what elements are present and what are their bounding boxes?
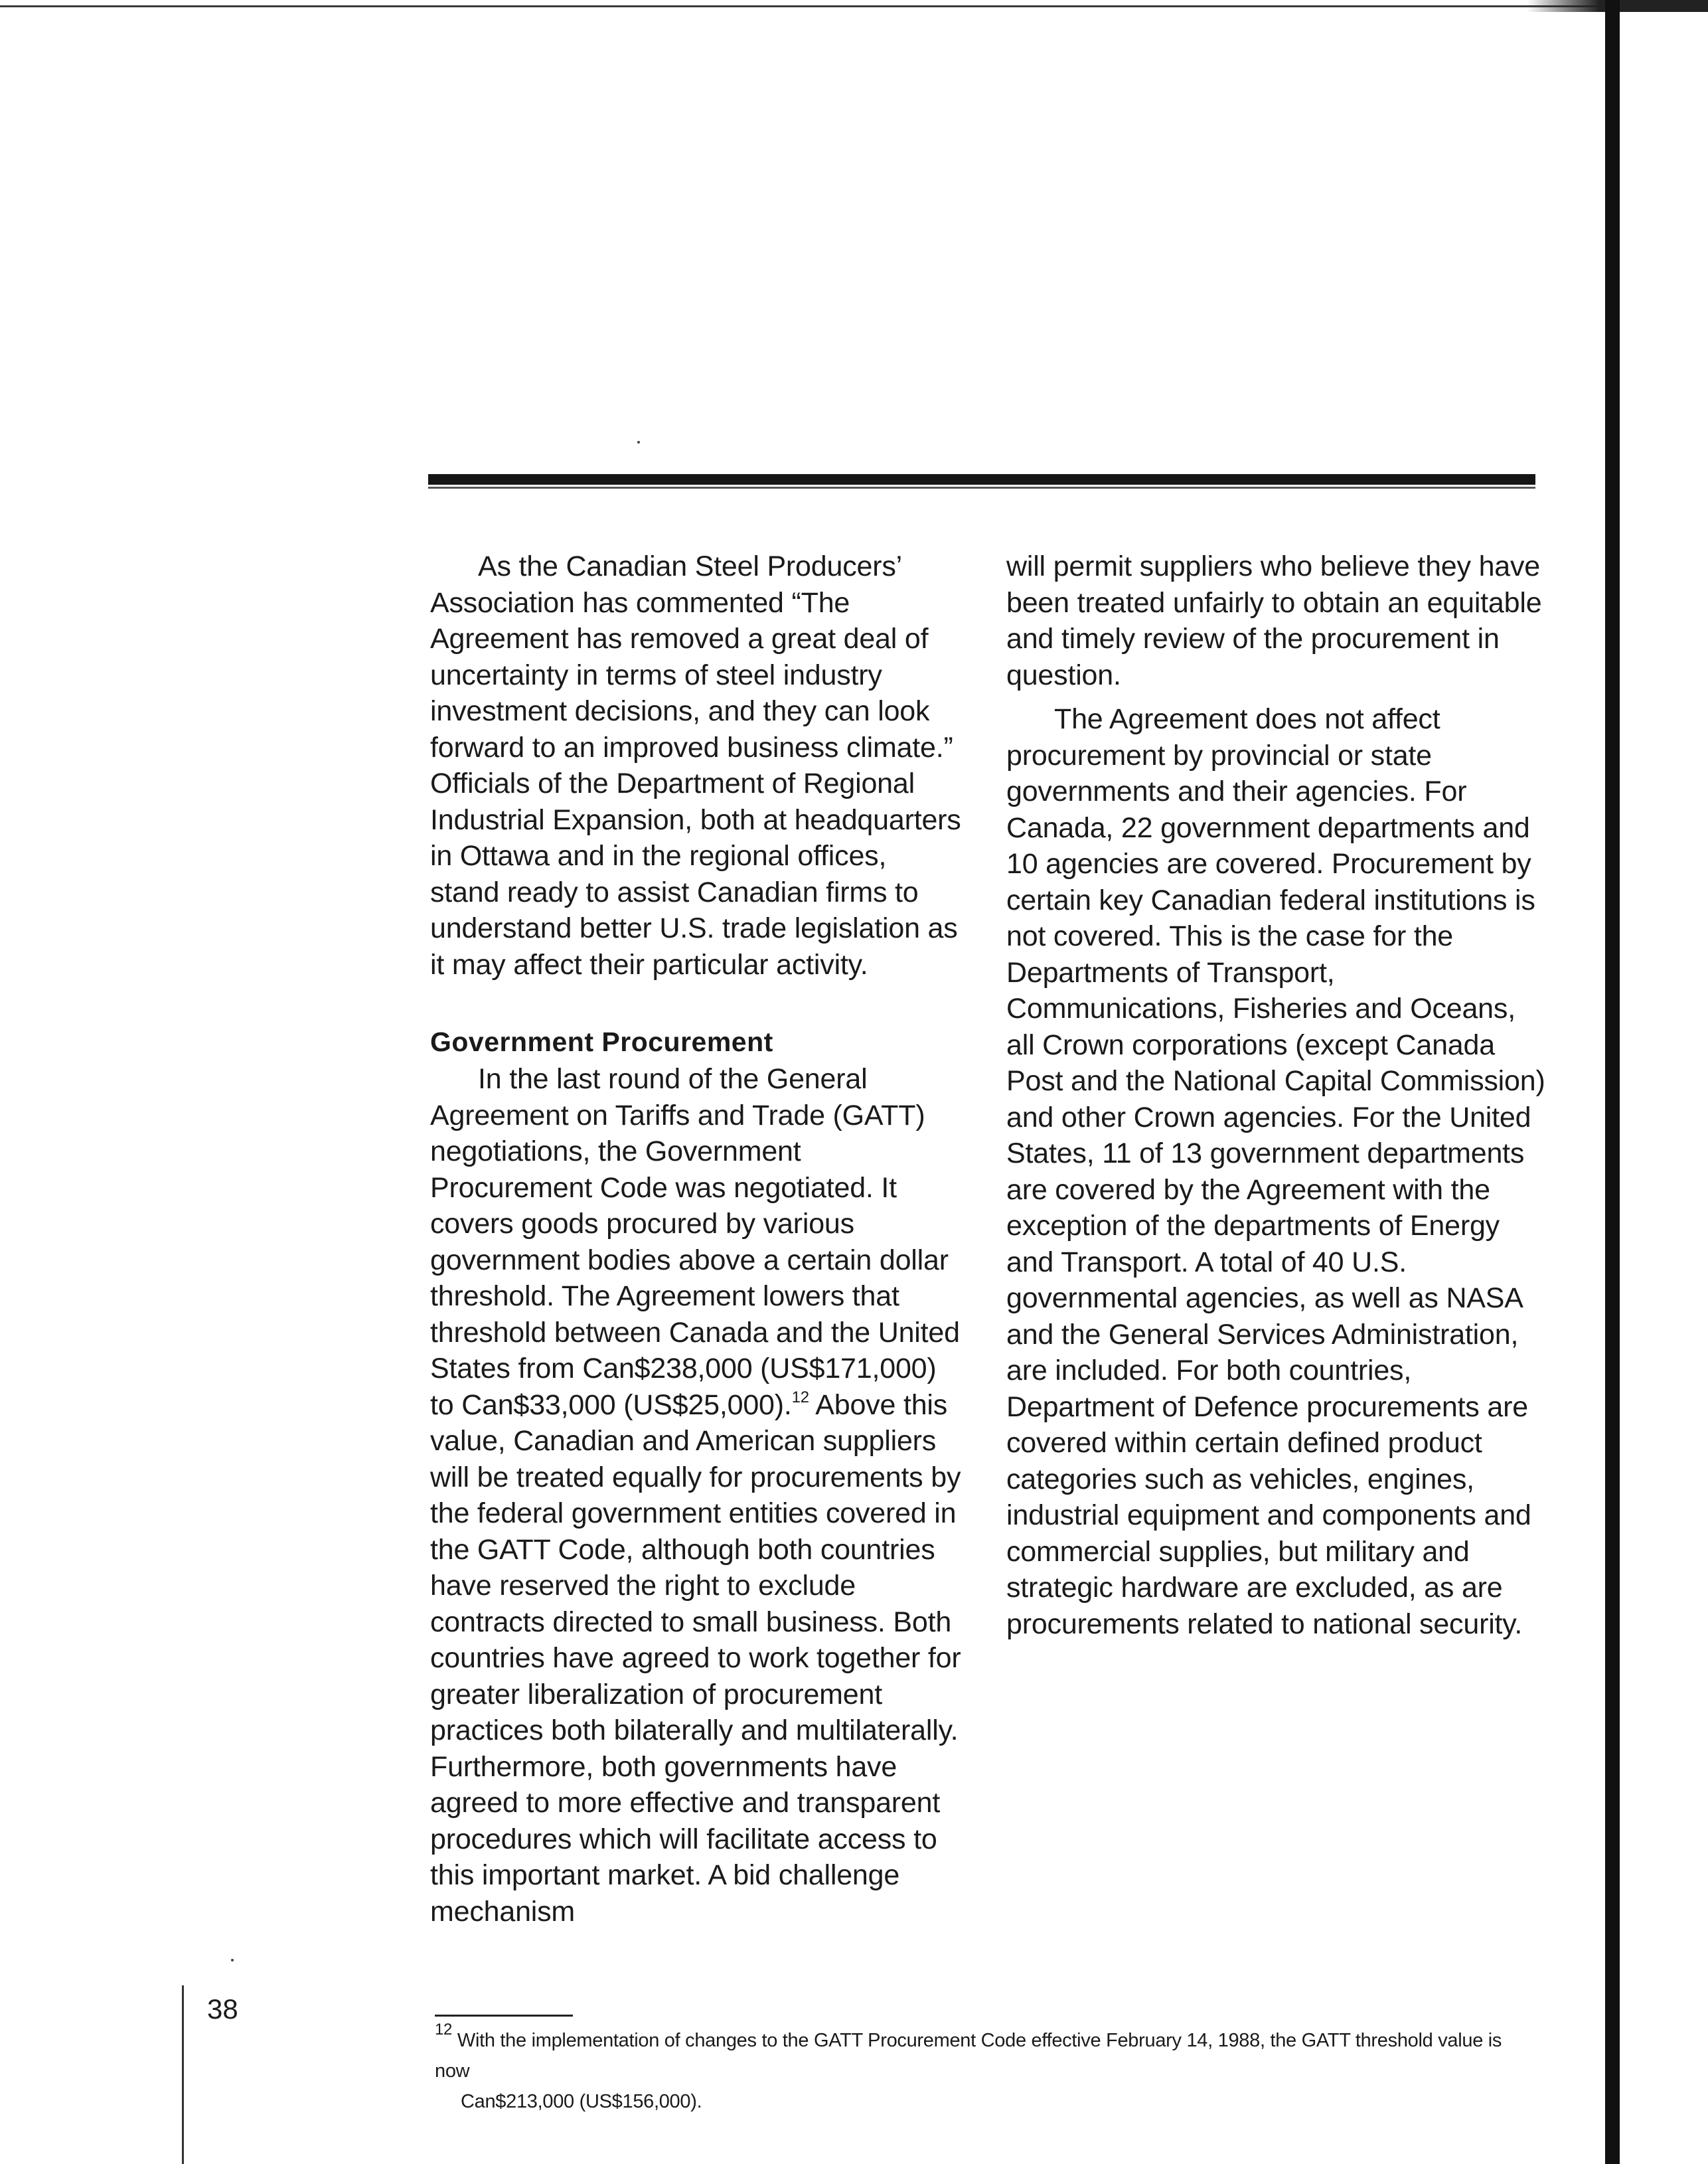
section-top-rule	[428, 474, 1535, 485]
footnote-rule	[435, 2015, 573, 2017]
paragraph-gatt-procurement	[430, 1061, 961, 1930]
scan-speck	[637, 441, 640, 444]
footnote-line-1: With the implementation of changes to the GATT Procurement Code effective February 14, 1988, the GATT threshold value is now	[435, 2030, 1502, 2082]
footnote-line-2: Can$213,000 (US$156,000).	[461, 2091, 702, 2112]
margin-bar	[182, 1985, 184, 2164]
paragraph-gatt-text-2: Above this value, Canadian and American suppliers will be treated equally for procurements by the federal government entities covered in the GATT Code, although both countries have reserved the right to exclude contracts directed to small business. Both countries have agreed to work together for greater liberalization of procurement practices both bilaterally and multilaterally. Furthermore, both governments have agreed to more effective and transparent procedures which will facilitate access to this important market. A bid challenge mechanism	[430, 1388, 961, 1928]
left-column	[430, 548, 961, 1930]
paragraph-agreement-coverage: The Agreement does not affect procurement by provincial or state governments and their agencies. For Canada, 22 government departments and 10 agencies are covered. Procurement by certain key Canadian federal institutions is not covered. This is the case for the Departments of Transport, Communications, Fisheries and Oceans, all Crown corporations (except Canada Post and the National Capital Commission) and other Crown agencies. For the United States, 11 of 13 government departments are covered by the Agreement with the exception of the departments of Energy and Transport. A total of 40 U.S. governmental agencies, as well as NASA and the General Services Administration, are included. For both countries, Department of Defence procurements are covered within certain defined product categories such as vehicles, engines, industrial equipment and components and commercial supplies, but military and strategic hardware are excluded, as are procurements related to national security.	[1006, 703, 1545, 1640]
section-top-rule-thin	[428, 487, 1535, 489]
right-column	[1006, 548, 1547, 1642]
footnote	[435, 2021, 1537, 2117]
scan-top-edge	[0, 5, 1708, 7]
paragraph-steel-producers: As the Canadian Steel Producers’ Association has commented “The Agreement has removed a great deal of uncertainty in terms of steel industry investment decisions, and they can look forward to an improved business climate.” Officials of the Department of Regional Industrial Expansion, both at headquarters in Ottawa and in the regional offices, stand ready to assist Canadian firms to understand better U.S. trade legislation as it may affect their particular activity.	[430, 550, 961, 981]
footnote-marker: 12	[435, 2021, 453, 2039]
scan-speck	[231, 1959, 234, 1961]
section-heading-government-procurement: Government Procurement	[430, 1027, 773, 1057]
page-number: 38	[207, 1993, 238, 2025]
paragraph-bid-challenge-continued: will permit suppliers who believe they have been treated unfairly to obtain an equitable and timely review of the procurement in question.	[1006, 550, 1542, 691]
paragraph-gatt-text-1: In the last round of the General Agreement on Tariffs and Trade (GATT) negotiations, the Government Procurement Code was negotiated. It covers goods procured by various government bodies above a certain dollar threshold. The Agreement lowers that threshold between Canada and the United States from Can$238,000 (US$171,000) to Can$33,000 (US$25,000).	[430, 1063, 960, 1421]
scan-right-edge	[1605, 0, 1620, 2164]
footnote-reference[interactable]: 12	[791, 1388, 809, 1406]
